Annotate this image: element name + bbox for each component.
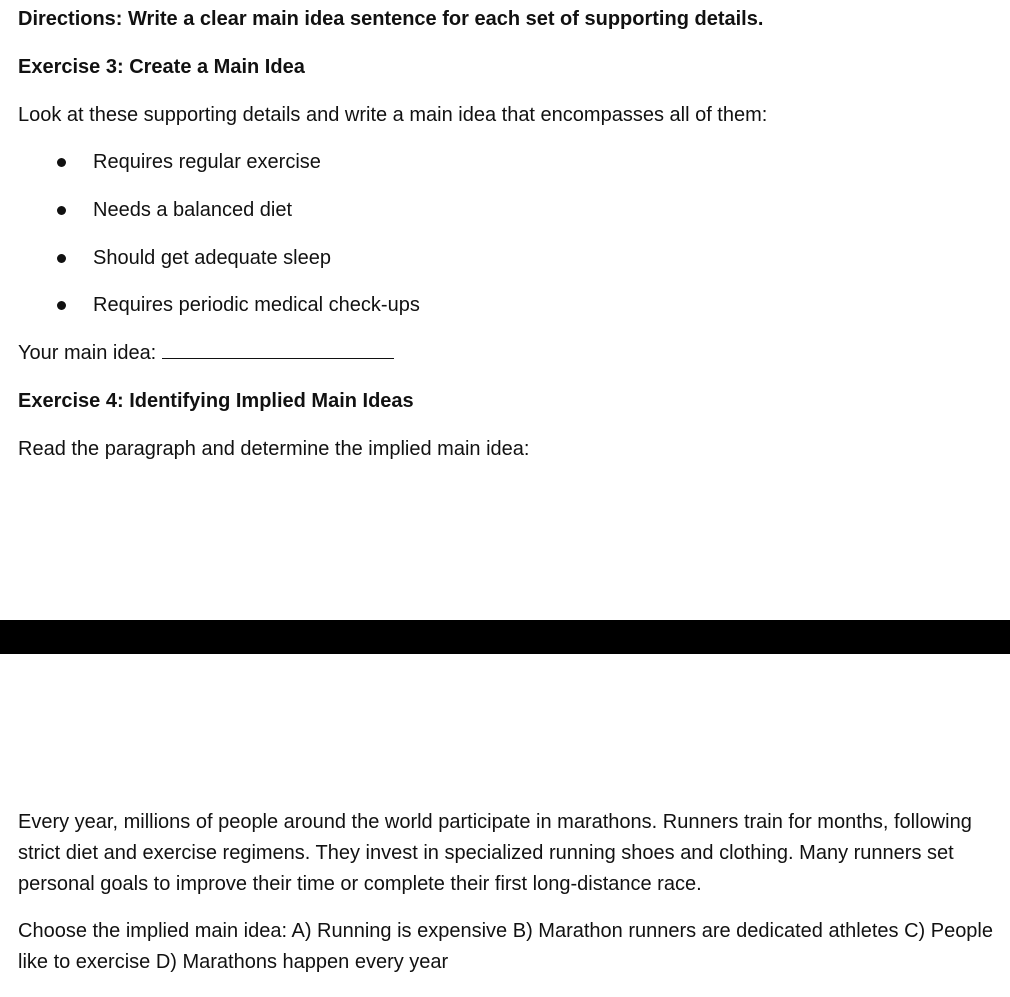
bullet-icon xyxy=(57,158,66,167)
list-item-text: Needs a balanced diet xyxy=(93,199,293,221)
exercise-3-instruction: Look at these supporting details and write a main idea that encompasses all of them: xyxy=(18,104,768,126)
list-item-text: Requires periodic medical check-ups xyxy=(93,294,420,316)
main-idea-answer-blank[interactable] xyxy=(162,342,394,359)
exercise-4-heading: Exercise 4: Identifying Implied Main Ideas xyxy=(18,390,414,412)
directions-text: Directions: Write a clear main idea sentence for each set of supporting details. xyxy=(18,8,764,30)
main-idea-answer-row xyxy=(18,341,394,365)
multiple-choice-question: Choose the implied main idea: A) Running is expensive B) Marathon runners are dedicated athletes C) People like to exercise D) Marathons happen every year xyxy=(18,920,993,973)
bullet-icon xyxy=(57,206,66,215)
bullet-icon xyxy=(57,254,66,263)
bullet-icon xyxy=(57,301,66,310)
exercise-4-instruction: Read the paragraph and determine the implied main idea: xyxy=(18,438,530,460)
exercise-3-heading: Exercise 3: Create a Main Idea xyxy=(18,56,305,78)
main-idea-label: Your main idea: xyxy=(18,342,157,364)
marathon-paragraph: Every year, millions of people around the world participate in marathons. Runners train for months, following strict diet and exercise regimens. They invest in specialized running shoes and clothing. Many runners set personal goals to improve their time or complete their first long-distance race. xyxy=(18,811,972,895)
list-item-text: Requires regular exercise xyxy=(93,151,321,173)
list-item-text: Should get adequate sleep xyxy=(93,247,331,269)
redaction-bar xyxy=(0,620,1010,654)
